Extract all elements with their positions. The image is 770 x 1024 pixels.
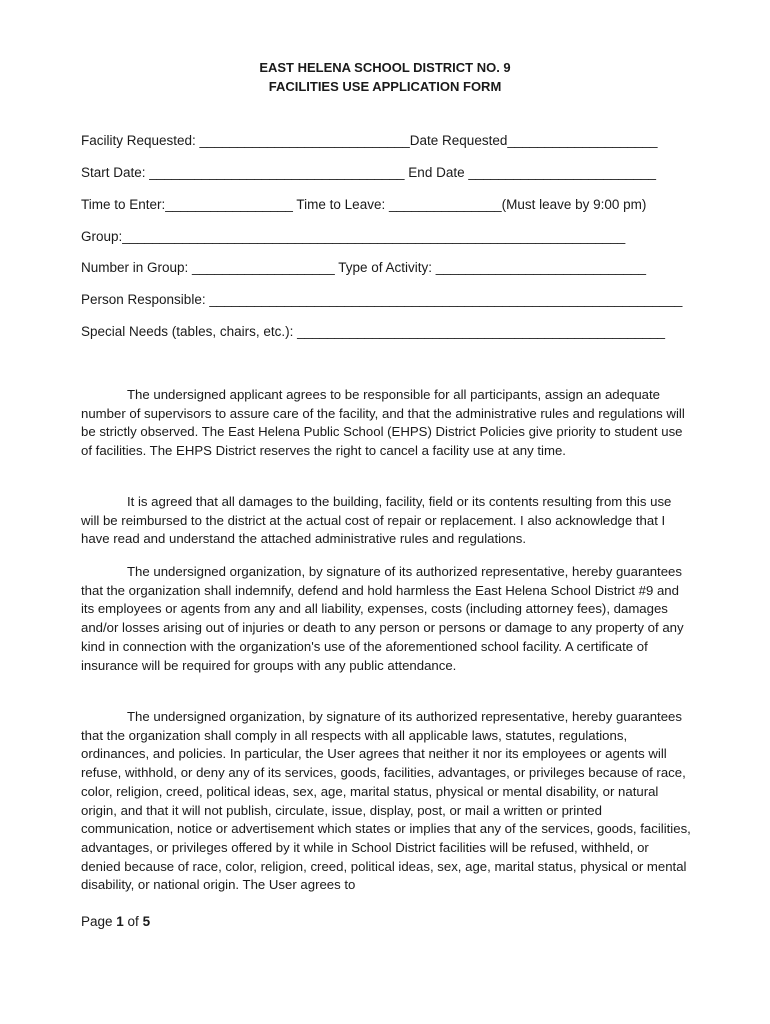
paragraph-responsibility: The undersigned applicant agrees to be responsible for all participants, assign an adequate number of supervisors to assure care of the facility, and that the administrative rules and regulations will be strictly observed. The East Helena Public School (EHPS) District Policies give priority to student use of facilities. The EHPS District reserves the right to cancel a facility use at any time. [81,387,685,459]
page-number: Page 1 of 5 [81,914,151,929]
paragraph-damages: It is agreed that all damages to the building, facility, field or its contents resulting from this use will be reimbursed to the district at the actual cost of repair or replacement. I also acknowledge that I have read and understand the attached administrative rules and regulations. [81,494,672,547]
number-activity-line: Number in Group: ___________________ Type of Activity: ____________________________ [81,260,646,275]
person-responsible-line: Person Responsible: _______________________________________________________________ [81,292,683,307]
district-title: EAST HELENA SCHOOL DISTRICT NO. 9 [259,60,511,75]
group-line: Group:___________________________________________________________________ [81,229,626,244]
paragraph-indemnify: The undersigned organization, by signature of its authorized representative, hereby guarantees that the organization shall indemnify, defend and hold harmless the East Helena School District #9 and its employees or agents from any and all liability, expenses, costs (including attorney fees), damages and/or losses arising out of injuries or death to any person or persons or damage to any property of any kind in connection with the organization's use of the aforementioned school facility. A certificate of insurance will be required for groups with any public attendance. [81,564,684,673]
paragraph-compliance: The undersigned organization, by signature of its authorized representative, hereby guarantees that the organization shall comply in all respects with all applicable laws, statutes, regulations, ordinances, and policies. In particular, the User agrees that neither it nor its employees or agents will refuse, withhold, or deny any of its services, goods, facilities, advantages, or privileges because of race, color, religion, creed, political ideas, sex, age, marital status, physical or mental disability, or natural origin, and that it will not publish, circulate, issue, display, post, or mail a written or printed communication, notice or advertisement which states or implies that any of the services, goods, facilities, advantages, or privileges offered by it while in School District facilities will be refused, withheld, or denied because of race, color, religion, creed, political ideas, sex, age, marital status, physical or mental disability, or national origin. The User agrees to [81,709,691,893]
special-needs-line: Special Needs (tables, chairs, etc.): _________________________________________________ [81,324,665,339]
facility-requested-line: Facility Requested: ____________________________Date Requested____________________ [81,133,658,148]
time-enter-leave-line: Time to Enter:_________________ Time to Leave: _______________(Must leave by 9:00 pm) [81,197,647,212]
start-end-date-line: Start Date: __________________________________ End Date _________________________ [81,165,657,180]
form-header [0,58,770,96]
form-title: FACILITIES USE APPLICATION FORM [268,79,502,94]
